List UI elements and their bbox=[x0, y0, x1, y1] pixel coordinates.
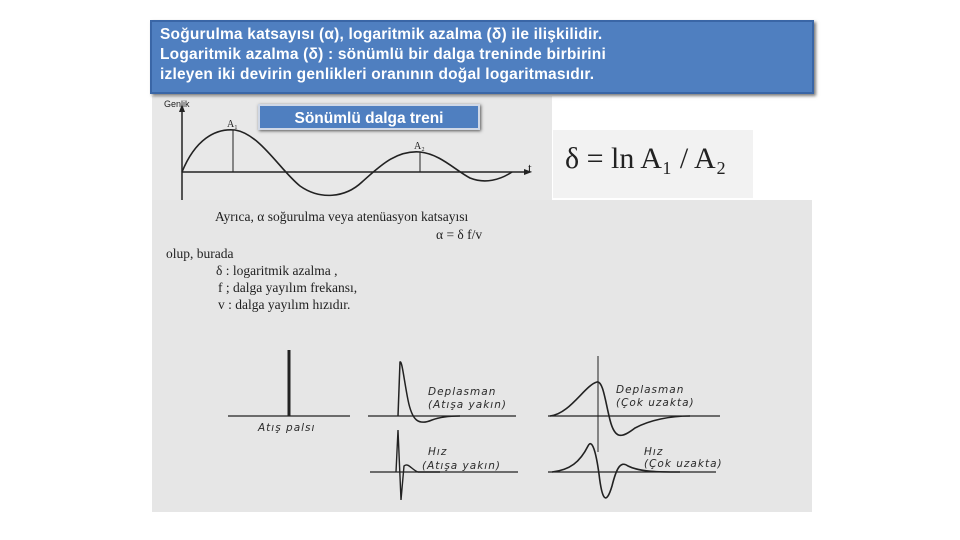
far-velocity-label: Hız bbox=[644, 446, 664, 458]
title-line-3: izleyen iki devirin genlikleri oranının doğal logaritmasıdır. bbox=[160, 66, 595, 83]
x-axis-label: t bbox=[528, 160, 532, 175]
where-text: olup, burada bbox=[166, 246, 234, 261]
near-displacement-label: Deplasman bbox=[428, 386, 497, 398]
a2-label: A₂ bbox=[414, 141, 425, 152]
title-line-1: Soğurulma katsayısı (α), logaritmik azalma (δ) ile ilişkilidir. bbox=[160, 26, 603, 43]
definition-frequency: f ; dalga yayılım frekansı, bbox=[218, 280, 358, 295]
near-velocity-sublabel: (Atışa yakın) bbox=[422, 460, 501, 472]
near-displacement-sublabel: (Atışa yakın) bbox=[428, 399, 507, 411]
pulse-label: Atış palsı bbox=[258, 422, 316, 434]
log-decrement-formula: δ = ln A₁ / A₂ bbox=[565, 142, 727, 175]
damped-wave-curve bbox=[182, 130, 512, 196]
a1-label: A₁ bbox=[227, 119, 238, 130]
definition-delta: δ : logaritmik azalma , bbox=[216, 263, 338, 278]
definition-velocity: v : dalga yayılım hızıdır. bbox=[218, 297, 351, 312]
far-velocity-sublabel: (Çok uzakta) bbox=[644, 458, 723, 470]
attenuation-intro: Ayrıca, α soğurulma veya atenüasyon katsayısı bbox=[215, 209, 469, 224]
damped-wave-label: Sönümlü dalga treni bbox=[258, 104, 480, 130]
attenuation-equation: α = δ f/v bbox=[436, 227, 483, 242]
far-displacement-sublabel: (Çok uzakta) bbox=[616, 397, 695, 409]
near-velocity-label: Hız bbox=[428, 446, 448, 458]
far-displacement-label: Deplasman bbox=[616, 384, 685, 396]
y-axis-label: Genlik bbox=[164, 99, 190, 109]
title-line-2: Logaritmik azalma (δ) : sönümlü bir dalga treninde birbirini bbox=[160, 46, 606, 63]
